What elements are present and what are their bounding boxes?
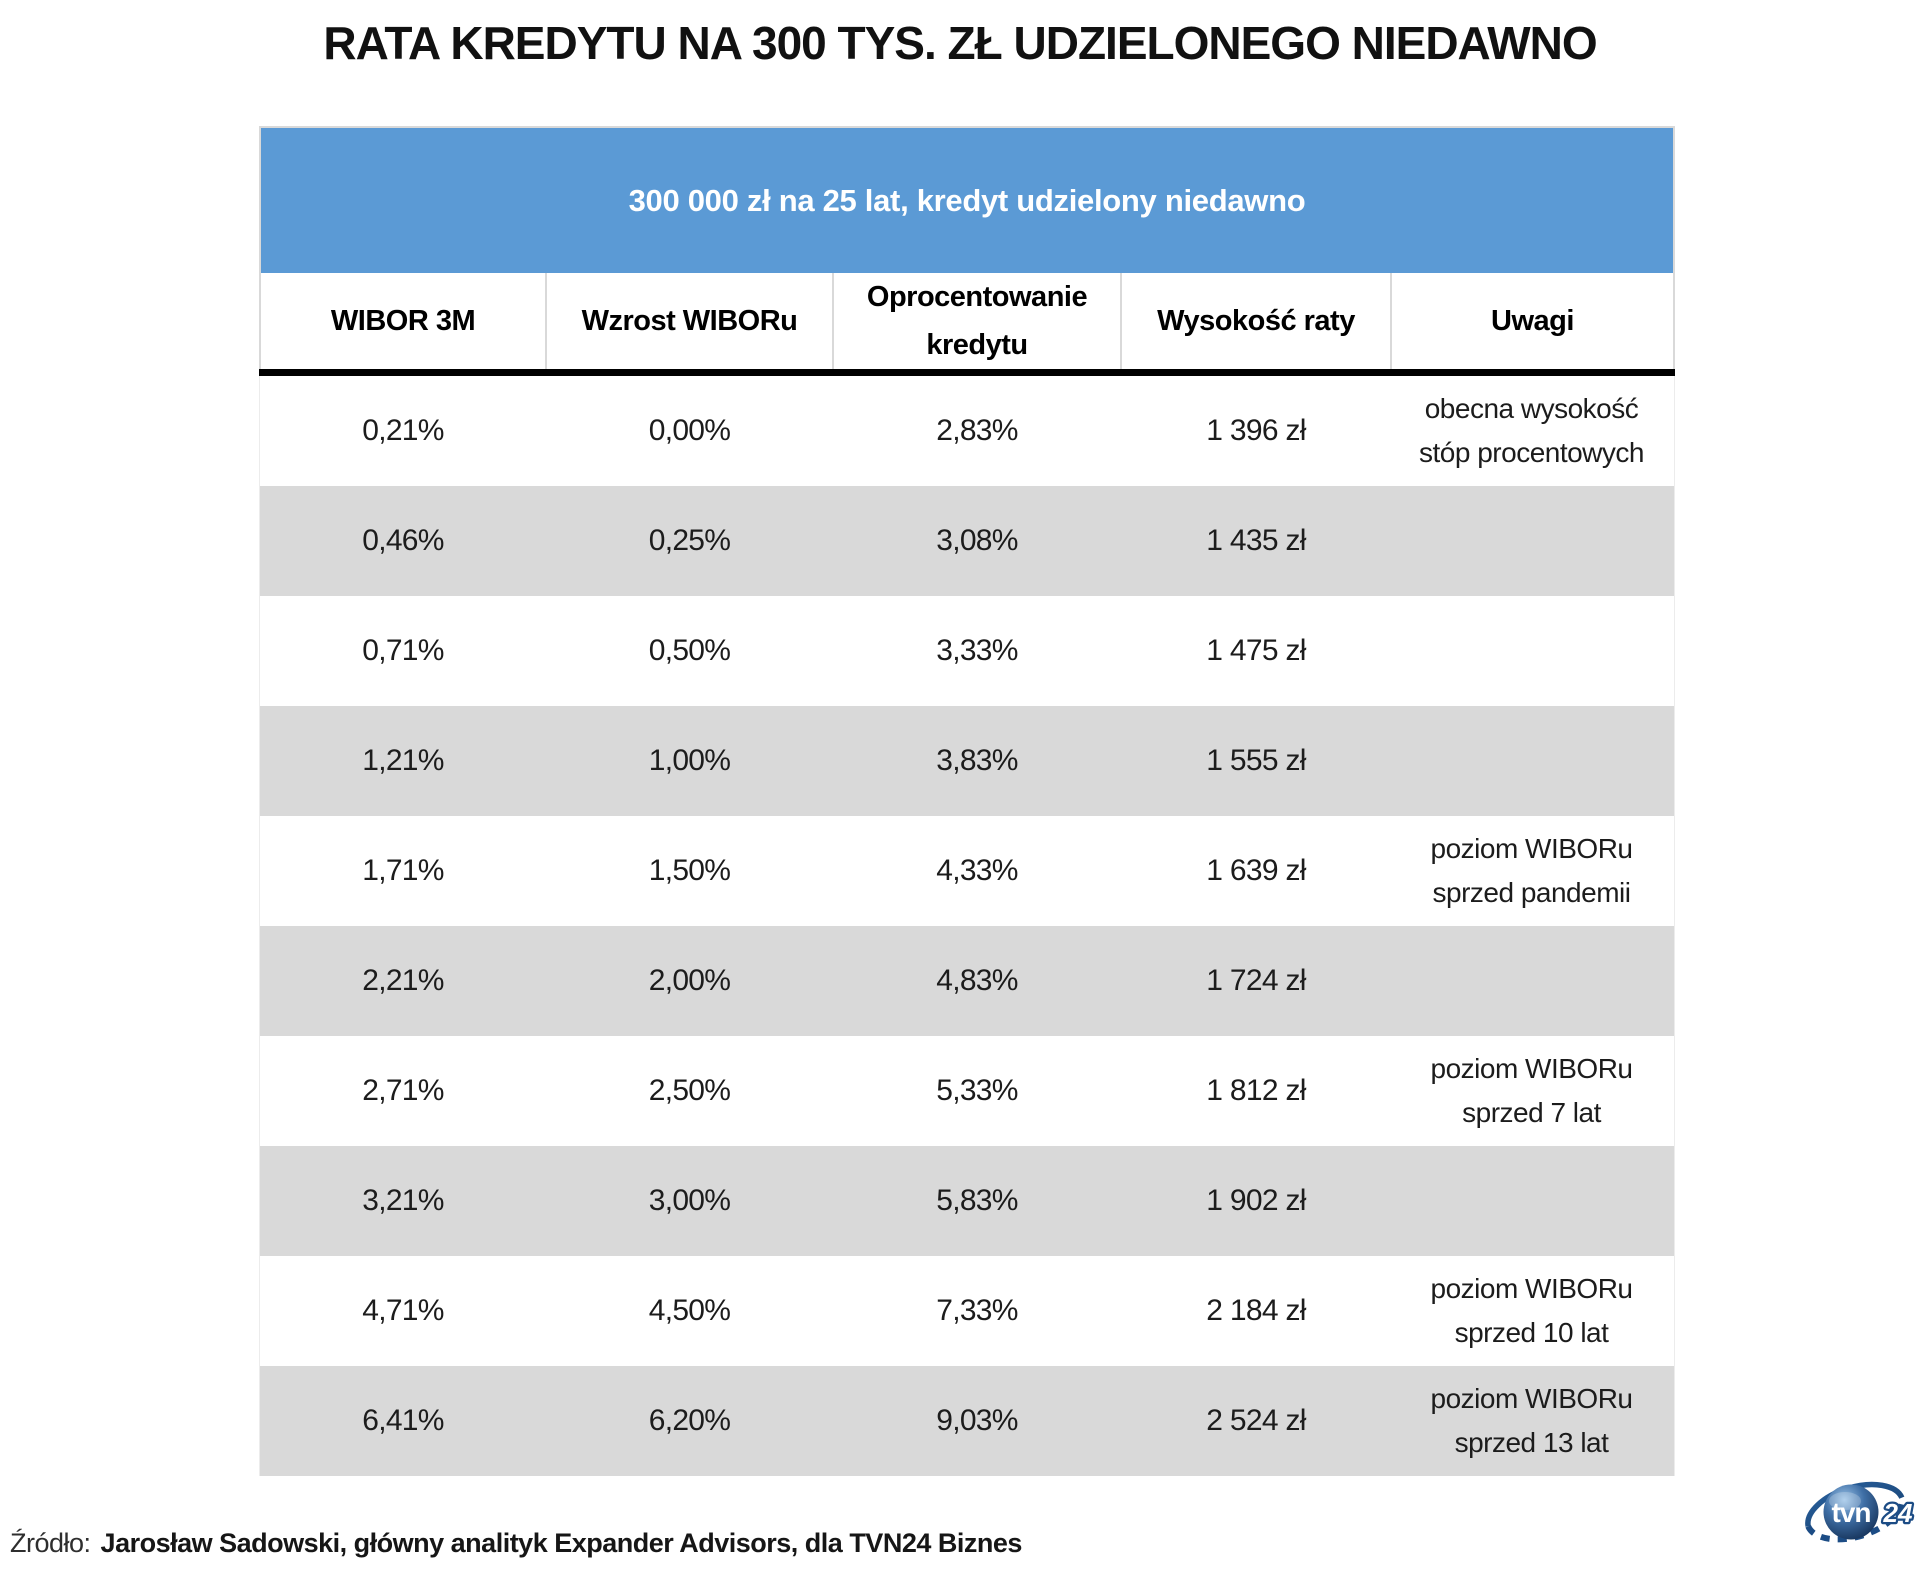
table-row bbox=[260, 1036, 1674, 1146]
cell-wibor-3m: 0,71% bbox=[362, 634, 444, 667]
uwagi-line-2: sprzed 7 lat bbox=[1462, 1097, 1601, 1128]
logo-text-24: 24 bbox=[1883, 1498, 1913, 1528]
column-header-wzrost-wiboru: Wzrost WIBORu bbox=[547, 273, 834, 369]
uwagi-line-1: obecna wysokość bbox=[1424, 393, 1639, 424]
cell-wibor-3m: 2,21% bbox=[362, 964, 444, 997]
cell-uwagi bbox=[1391, 1036, 1672, 1146]
cell-uwagi bbox=[1391, 706, 1672, 816]
cell-wibor-3m: 2,71% bbox=[362, 1074, 444, 1107]
header-divider-line bbox=[259, 369, 1675, 376]
cell-wysokosc-raty: 1 902 zł bbox=[1206, 1184, 1306, 1217]
cell-wzrost-wiboru: 1,50% bbox=[648, 854, 731, 887]
uwagi-line-2: sprzed pandemii bbox=[1432, 877, 1631, 908]
table-row bbox=[260, 1256, 1674, 1366]
cell-uwagi bbox=[1391, 816, 1672, 926]
cell-uwagi bbox=[1391, 1366, 1672, 1476]
page-title: RATA KREDYTU NA 300 TYS. ZŁ UDZIELONEGO NIEDAWNO bbox=[323, 17, 1597, 69]
table-body bbox=[259, 376, 1675, 1476]
cell-uwagi bbox=[1391, 486, 1672, 596]
cell-wibor-3m: 0,21% bbox=[362, 414, 444, 447]
uwagi-line-1: poziom WIBORu bbox=[1430, 1273, 1633, 1304]
tvn24-logo bbox=[1802, 1474, 1918, 1558]
cell-oprocentowanie: 2,83% bbox=[936, 414, 1018, 447]
column-header-wysokosc-raty: Wysokość raty bbox=[1122, 273, 1392, 369]
cell-wysokosc-raty: 1 724 zł bbox=[1206, 964, 1306, 997]
logo-text-tvn: tvn bbox=[1831, 1497, 1871, 1528]
cell-uwagi bbox=[1391, 1256, 1672, 1366]
table-row bbox=[260, 816, 1674, 926]
cell-oprocentowanie: 5,33% bbox=[936, 1074, 1018, 1107]
table-row bbox=[260, 596, 1674, 706]
cell-wysokosc-raty: 1 396 zł bbox=[1206, 414, 1306, 447]
cell-wysokosc-raty: 2 524 zł bbox=[1206, 1404, 1306, 1437]
cell-wzrost-wiboru: 1,00% bbox=[648, 744, 731, 777]
uwagi-line-1: poziom WIBORu bbox=[1430, 1053, 1633, 1084]
cell-wzrost-wiboru: 2,00% bbox=[648, 964, 731, 997]
table-row bbox=[260, 486, 1674, 596]
cell-wzrost-wiboru: 0,50% bbox=[648, 634, 731, 667]
cell-oprocentowanie: 3,33% bbox=[936, 634, 1018, 667]
uwagi-line-2: stóp procentowych bbox=[1419, 437, 1644, 468]
cell-wibor-3m: 3,21% bbox=[362, 1184, 444, 1217]
source-label: Źródło: bbox=[10, 1528, 91, 1558]
cell-uwagi bbox=[1391, 376, 1672, 486]
column-header-wibor-3m: WIBOR 3M bbox=[261, 273, 547, 369]
cell-oprocentowanie: 7,33% bbox=[936, 1294, 1018, 1327]
cell-wzrost-wiboru: 3,00% bbox=[648, 1184, 731, 1217]
cell-wzrost-wiboru: 0,25% bbox=[648, 524, 731, 557]
uwagi-line-1: poziom WIBORu bbox=[1430, 1383, 1633, 1414]
cell-wysokosc-raty: 1 435 zł bbox=[1206, 524, 1306, 557]
cell-wibor-3m: 6,41% bbox=[362, 1404, 444, 1437]
cell-wysokosc-raty: 2 184 zł bbox=[1206, 1294, 1306, 1327]
cell-uwagi bbox=[1391, 926, 1672, 1036]
cell-oprocentowanie: 4,33% bbox=[936, 854, 1018, 887]
table-row bbox=[260, 926, 1674, 1036]
cell-wzrost-wiboru: 2,50% bbox=[648, 1074, 731, 1107]
cell-wibor-3m: 0,46% bbox=[362, 524, 444, 557]
loan-table bbox=[259, 126, 1675, 1476]
uwagi-line-2: sprzed 10 lat bbox=[1454, 1317, 1609, 1348]
cell-wysokosc-raty: 1 475 zł bbox=[1206, 634, 1306, 667]
cell-uwagi bbox=[1391, 596, 1672, 706]
cell-wzrost-wiboru: 6,20% bbox=[648, 1404, 731, 1437]
source-text: Jarosław Sadowski, główny analityk Expander Advisors, dla TVN24 Biznes bbox=[100, 1528, 1022, 1558]
cell-uwagi bbox=[1391, 1146, 1672, 1256]
cell-wysokosc-raty: 1 812 zł bbox=[1206, 1074, 1306, 1107]
cell-wzrost-wiboru: 0,00% bbox=[648, 414, 731, 447]
table-row bbox=[260, 376, 1674, 486]
cell-oprocentowanie: 4,83% bbox=[936, 964, 1018, 997]
uwagi-line-2: sprzed 13 lat bbox=[1454, 1427, 1609, 1458]
cell-wysokosc-raty: 1 555 zł bbox=[1206, 744, 1306, 777]
table-header-row bbox=[259, 273, 1675, 369]
cell-oprocentowanie: 5,83% bbox=[936, 1184, 1018, 1217]
cell-wzrost-wiboru: 4,50% bbox=[648, 1294, 731, 1327]
cell-wibor-3m: 1,21% bbox=[362, 744, 444, 777]
column-header-uwagi: Uwagi bbox=[1491, 305, 1574, 337]
cell-oprocentowanie: 3,08% bbox=[936, 524, 1018, 557]
cell-wibor-3m: 4,71% bbox=[362, 1294, 444, 1327]
table-row bbox=[260, 1366, 1674, 1476]
source-line bbox=[10, 1528, 1022, 1559]
uwagi-line-1: poziom WIBORu bbox=[1430, 833, 1633, 864]
table-banner: 300 000 zł na 25 lat, kredyt udzielony niedawno bbox=[259, 126, 1675, 273]
cell-oprocentowanie: 3,83% bbox=[936, 744, 1018, 777]
column-header-oprocentowanie: Oprocentowanie kredytu bbox=[834, 273, 1122, 369]
cell-oprocentowanie: 9,03% bbox=[936, 1404, 1018, 1437]
cell-wibor-3m: 1,71% bbox=[362, 854, 444, 887]
table-row bbox=[260, 706, 1674, 816]
table-row bbox=[260, 1146, 1674, 1256]
cell-wysokosc-raty: 1 639 zł bbox=[1206, 854, 1306, 887]
